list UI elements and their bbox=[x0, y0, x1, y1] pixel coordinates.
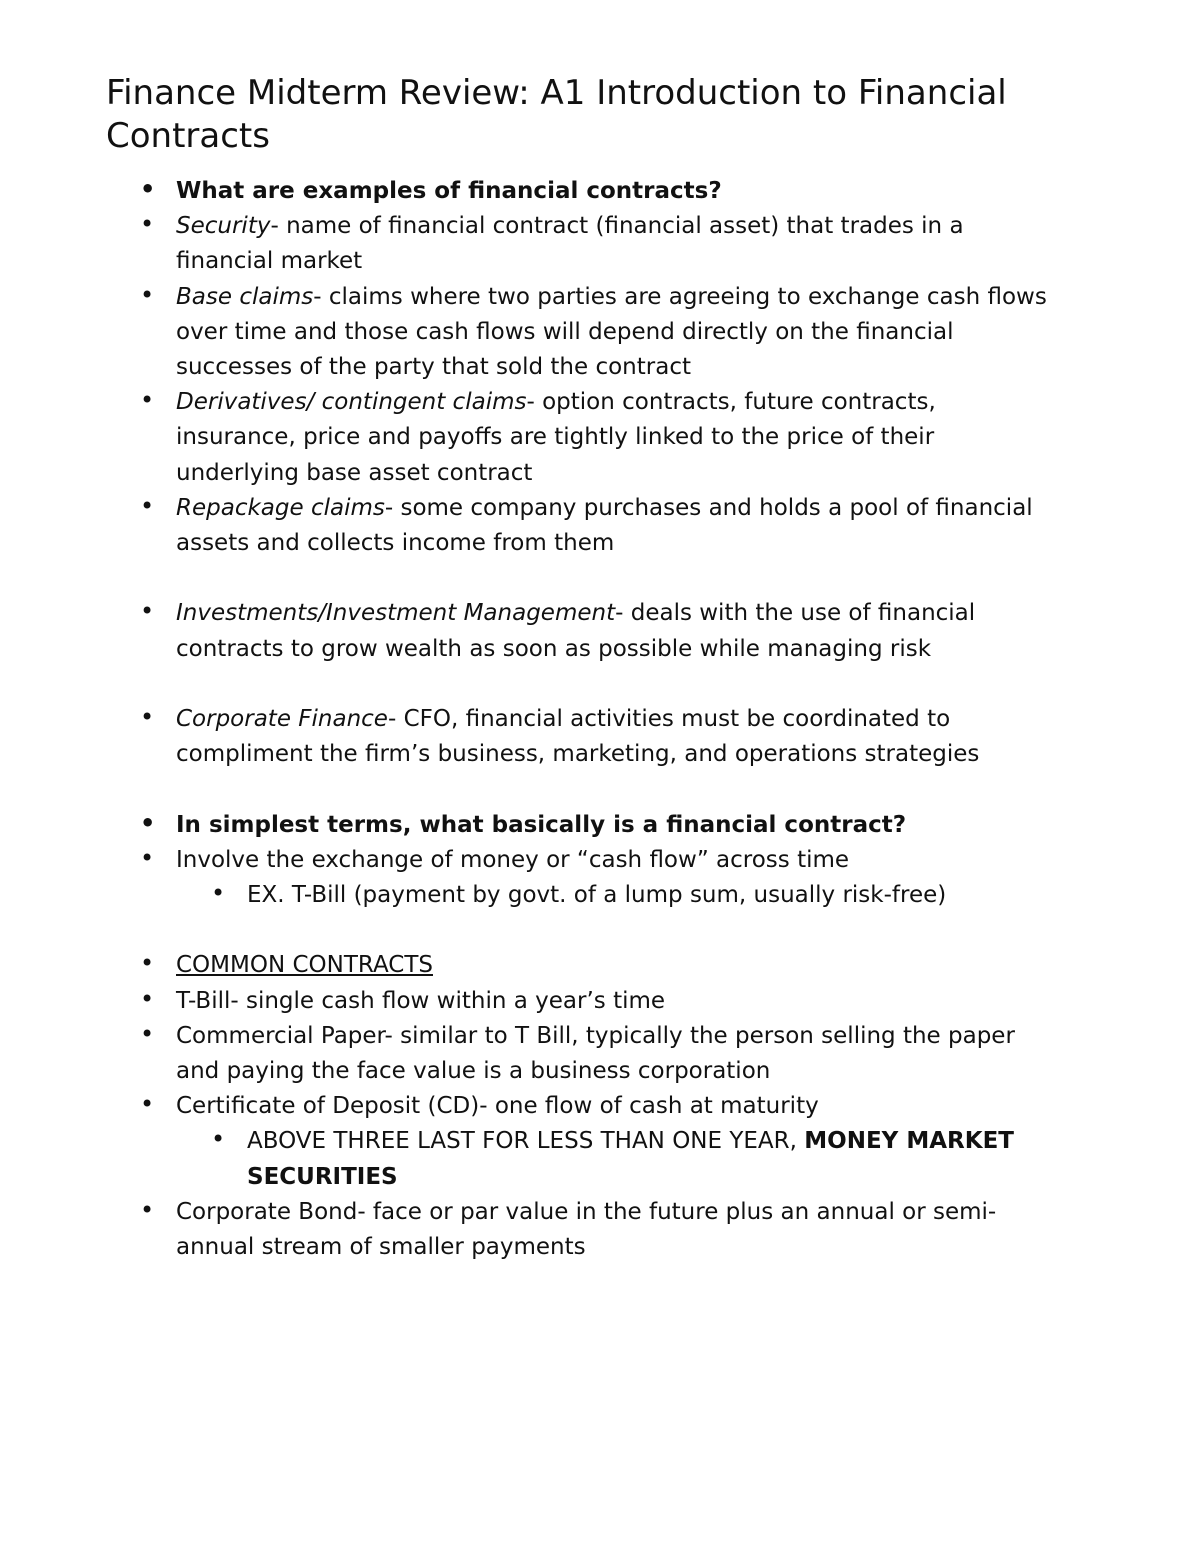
list-item bbox=[0, 209, 1060, 279]
list-item bbox=[0, 702, 1060, 772]
list-item bbox=[0, 1195, 1060, 1265]
item-text: T-Bill- single cash flow within a year’s time bbox=[176, 987, 666, 1014]
sub-list-item bbox=[0, 1124, 1060, 1194]
definition-text: - CFO, financial activities must be coordinated to compliment the firm’s business, marketing, and operations strategies bbox=[176, 706, 980, 768]
notes-list bbox=[0, 174, 1200, 1265]
definition-text: - some company purchases and holds a pool of financial assets and collects income from them bbox=[176, 494, 1033, 557]
term-label: Corporate Finance bbox=[176, 706, 388, 733]
list-item bbox=[0, 948, 1060, 983]
question-text: What are examples of financial contracts? bbox=[176, 178, 722, 204]
list-item bbox=[0, 984, 1060, 1019]
item-text: Certificate of Deposit (CD)- one flow of cash at maturity bbox=[176, 1093, 819, 1120]
definition-text: - claims where two parties are agreeing to exchange cash flows over time and those cash flows will depend directly on the financial successes of the party that sold the contract bbox=[176, 283, 1047, 381]
item-text: Commercial Paper- similar to T Bill, typically the person selling the paper and paying the face value is a business corporation bbox=[176, 1022, 1015, 1085]
item-text: EX. T-Bill (payment by govt. of a lump sum, usually risk-free) bbox=[247, 882, 947, 909]
term-label: Base claims bbox=[176, 283, 314, 310]
definition-text: - deals with the use of financial contracts to grow wealth as soon as possible while managing risk bbox=[176, 600, 976, 662]
list-item bbox=[0, 280, 1060, 386]
term-label: Security bbox=[176, 213, 271, 240]
item-text: ABOVE THREE LAST FOR LESS THAN ONE YEAR, bbox=[247, 1128, 805, 1155]
definition-text: - name of financial contract (financial asset) that trades in a financial market bbox=[176, 213, 964, 275]
term-label: Derivatives/ contingent claims bbox=[176, 389, 527, 416]
sub-list-item bbox=[0, 878, 1060, 913]
page-title: Finance Midterm Review: A1 Introduction to Financial Contracts bbox=[106, 73, 1007, 156]
list-item bbox=[0, 385, 1060, 491]
definition-text: - option contracts, future contracts, insurance, price and payoffs are tightly linked to the price of their underlying base asset contract bbox=[176, 389, 936, 486]
list-item bbox=[0, 808, 1060, 843]
term-label: Investments/Investment Management bbox=[176, 600, 616, 627]
list-item bbox=[0, 174, 1060, 209]
list-item bbox=[0, 843, 1060, 878]
section-heading: COMMON CONTRACTS bbox=[176, 952, 433, 979]
item-text: Involve the exchange of money or “cash flow” across time bbox=[176, 846, 850, 873]
list-item bbox=[0, 596, 1060, 666]
question-text: In simplest terms, what basically is a financial contract? bbox=[176, 811, 907, 838]
term-label: Repackage claims bbox=[176, 494, 385, 521]
list-item bbox=[0, 1089, 1060, 1124]
list-item bbox=[0, 491, 1060, 561]
emphasis-text: MONEY MARKET SECURITIES bbox=[247, 1128, 1014, 1190]
list-item bbox=[0, 1019, 1060, 1089]
item-text: Corporate Bond- face or par value in the future plus an annual or semi-annual stream of smaller payments bbox=[176, 1198, 997, 1261]
